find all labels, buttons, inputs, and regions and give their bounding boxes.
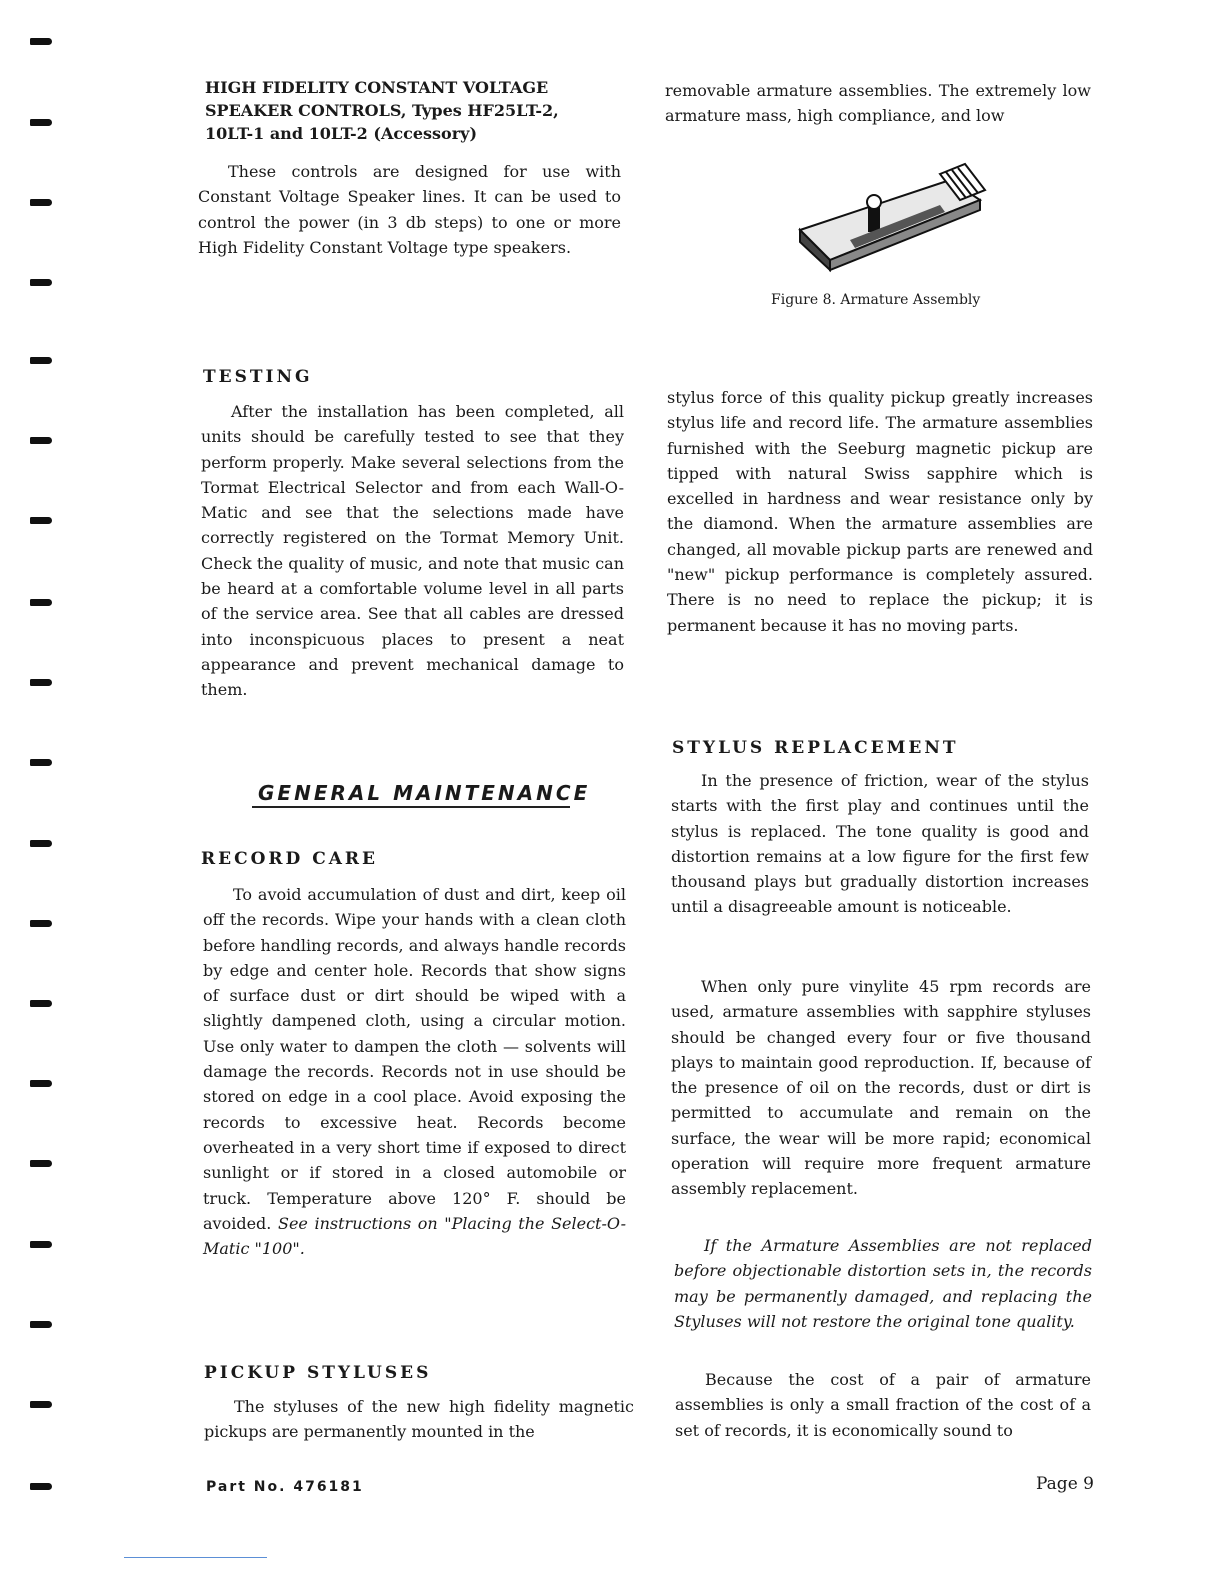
pickup-styluses-heading: PICKUP STYLUSES [204,1363,432,1383]
part-number: Part No. 476181 [206,1479,364,1495]
bottom-rule [124,1557,267,1558]
binder-mark [30,1160,52,1167]
binder-mark [30,599,52,606]
binder-mark [30,1241,52,1248]
record-care-heading: RECORD CARE [201,849,379,869]
armature-assembly-figure [790,160,990,280]
binder-mark [30,1321,52,1328]
cost-paragraph: Because the cost of a pair of armature assemblies is only a small fraction of the cost of a set of records, it is economically sound to [675,1370,1091,1440]
heading-underline [252,806,570,808]
stylus-life-paragraph: stylus force of this quality pickup greatly increases stylus life and record life. The armature assemblies furnished with the Seeburg magnetic pickup are tipped with natural Swiss sapphire which is excelled in hardness and wear resistance only by the diamond. When the armature assemblies are changed, all movable pickup parts are renewed and "new" pickup performance is completely assured. There is no need to replace the pickup; it is permanent because it has no moving parts. [667,388,1093,635]
stylus-replacement-paragraph: In the presence of friction, wear of the stylus starts with the first play and continues until the stylus is replaced. The tone quality is good and distortion remains at a low figure for the first few thousand plays but gradually distortion increases until a disagreeable amount is noticeable. [671,771,1089,917]
testing-heading: TESTING [203,367,313,387]
armature-assembly-icon [800,164,985,270]
binder-mark [30,1483,52,1490]
binder-mark [30,1080,52,1087]
warning-paragraph: If the Armature Assemblies are not replaced before objectionable distortion sets in, the records may be permanently damaged, and replacing the Styluses will not restore the original tone quality. [674,1236,1092,1331]
binder-mark [30,119,52,126]
styluses-change-paragraph: When only pure vinylite 45 rpm records are used, armature assemblies with sapphire styluses should be changed every four or five thousand plays to maintain good reproduction. If, because of the presence of oil on the records, dust or dirt is permitted to accumulate and remain on the surface, the wear will be more rapid; economical operation will require more frequent armature assembly replacement. [671,977,1091,1199]
binder-mark [30,517,52,524]
binder-mark [30,279,52,286]
binder-mark [30,1000,52,1007]
binder-mark [30,199,52,206]
binder-mark [30,920,52,927]
title-line: SPEAKER CONTROLS, Types HF25LT-2, [205,101,559,120]
testing-paragraph: After the installation has been completed, all units should be carefully tested to see that they perform properly. Make several selections from the Tormat Electrical Selector and from each Wall-O-Matic and see that the selections made have correctly registered on the Tormat Memory Unit. Check the quality of music, and note that music can be heard at a comfortable volume level in all parts of the service area. See that all cables are dressed into inconspicuous places to present a neat appearance and prevent mechanical damage to them. [201,402,624,700]
title-line: HIGH FIDELITY CONSTANT VOLTAGE [205,78,549,97]
binder-mark [30,840,52,847]
record-care-paragraph [203,882,626,1261]
binder-mark [30,357,52,364]
binder-mark [30,1401,52,1408]
binder-mark [30,679,52,686]
intro-paragraph: These controls are designed for use with Constant Voltage Speaker lines. It can be used to control the power (in 3 db steps) to one or more High Fidelity Constant Voltage type speakers. [198,162,621,257]
binder-mark [30,38,52,45]
binder-mark [30,759,52,766]
record-care-note: See instructions on "Placing the Select-O-Matic "100". [203,1213,627,1259]
page-number: Page 9 [1036,1474,1094,1494]
figure-caption: Figure 8. Armature Assembly [771,292,981,308]
record-care-text: To avoid accumulation of dust and dirt, keep oil off the records. Wipe your hands with a clean cloth before handling records, and always handle records by edge and center hole. Records that show signs of surface dust or dirt should be wiped with a slightly dampened cloth, using a circular motion. Use only water to dampen the cloth — solvents will damage the records. Records not in use should be stored on edge in a cool place. Avoid exposing the records to excessive heat. Records become overheated in a very short time if exposed to direct sunlight or if stored in a closed automobile or truck. Temperature above 120° F. should be avoided. [203,885,626,1233]
pickup-styluses-paragraph: The styluses of the new high fidelity magnetic pickups are permanently mounted in the [204,1397,634,1442]
section-title [205,76,625,145]
title-line: 10LT-1 and 10LT-2 (Accessory) [205,124,478,143]
binder-mark [30,437,52,444]
right-top-paragraph: removable armature assemblies. The extremely low armature mass, high compliance, and low [665,81,1091,126]
general-maintenance-heading: GENERAL MAINTENANCE [258,781,591,805]
stylus-replacement-heading: STYLUS REPLACEMENT [672,738,959,758]
